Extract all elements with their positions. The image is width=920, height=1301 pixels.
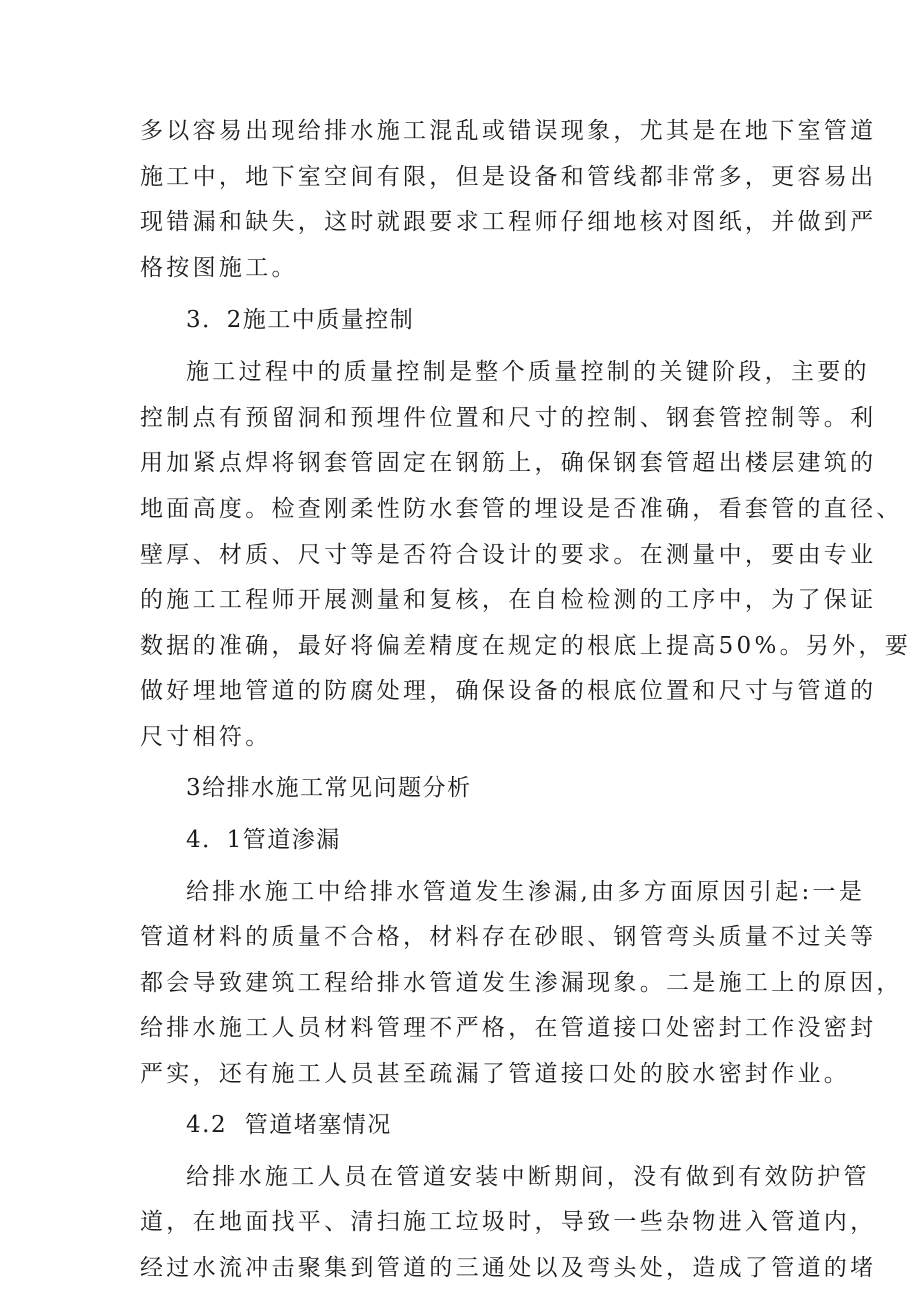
body-text-line: 尺寸相符。 <box>140 724 272 750</box>
body-text-line: 壁厚、材质、尺寸等是否符合设计的要求。在测量中，要由专业 <box>140 542 877 568</box>
section-heading: 3给排水施工常见问题分析 <box>186 775 472 801</box>
body-text-line: 用加紧点焊将钢套管固定在钢筋上，确保钢套管超出楼层建筑的 <box>140 450 877 476</box>
body-text-line: 给排水施工人员在管道安装中断期间，没有做到有效防护管 <box>186 1164 870 1190</box>
body-text-line: 管道材料的质量不合格，材料存在砂眼、钢管弯头质量不过关等 <box>140 924 877 950</box>
body-text-line: 经过水流冲击聚集到管道的三通处以及弯头处，造成了管道的堵 <box>140 1255 877 1281</box>
body-text-line: 严实，还有施工人员甚至疏漏了管道接口处的胶水密封作业。 <box>140 1061 851 1087</box>
body-text-line: 施工中，地下室空间有限，但是设备和管线都非常多，更容易出 <box>140 164 877 190</box>
body-text-line: 给排水施工中给排水管道发生渗漏,由多方面原因引起:一是 <box>186 879 866 905</box>
body-text-line: 的施工工程师开展测量和复核，在自检检测的工序中，为了保证 <box>140 587 877 613</box>
body-text-line: 格按图施工。 <box>140 255 298 281</box>
body-text-line: 给排水施工人员材料管理不严格，在管道接口处密封工作没密封 <box>140 1015 877 1041</box>
body-text-line: 数据的准确，最好将偏差精度在规定的根底上提高50%。另外，要 <box>140 633 912 659</box>
section-heading: 3．2施工中质量控制 <box>186 307 415 333</box>
body-text-line: 做好埋地管道的防腐处理，确保设备的根底位置和尺寸与管道的 <box>140 678 877 704</box>
body-text-line: 道，在地面找平、清扫施工垃圾时，导致一些杂物进入管道内， <box>140 1209 877 1235</box>
body-text-line: 多以容易出现给排水施工混乱或错误现象，尤其是在地下室管道 <box>140 118 877 144</box>
body-text-line: 现错漏和缺失，这时就跟要求工程师仔细地核对图纸，并做到严 <box>140 209 877 235</box>
section-heading: 4．1管道渗漏 <box>186 827 341 853</box>
body-text-line: 施工过程中的质量控制是整个质量控制的关键阶段，主要的 <box>186 359 870 385</box>
body-text-line: 地面高度。检查刚柔性防水套管的埋设是否准确，看套管的直径、 <box>140 496 903 522</box>
section-heading: 4.2 管道堵塞情况 <box>186 1112 392 1138</box>
body-text-line: 控制点有预留洞和预埋件位置和尺寸的控制、钢套管控制等。利 <box>140 405 877 431</box>
body-text-line: 都会导致建筑工程给排水管道发生渗漏现象。二是施工上的原因， <box>140 970 903 996</box>
